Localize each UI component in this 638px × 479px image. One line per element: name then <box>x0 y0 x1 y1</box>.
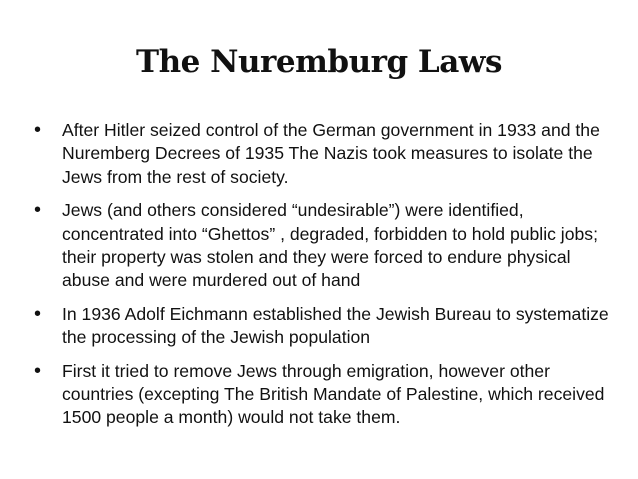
bullet-item: • Jews (and others considered “undesirable”) were identified, concentrated into “Ghettos” , degraded, forbidden to hold public jobs; their property was stolen and they were forced to endure physical abuse and were murdered out of hand <box>34 199 614 293</box>
bullet-item: • In 1936 Adolf Eichmann established the Jewish Bureau to systematize the processing of the Jewish population <box>34 303 614 350</box>
bullet-list <box>34 119 614 440</box>
bullet-item: • After Hitler seized control of the German government in 1933 and the Nuremberg Decrees of 1935 The Nazis took measures to isolate the Jews from the rest of society. <box>34 119 614 189</box>
bullet-item: • First it tried to remove Jews through emigration, however other countries (excepting The British Mandate of Palestine, which received 1500 people a month) would not take them. <box>34 360 614 430</box>
slide-title: The Nuremburg Laws <box>136 44 502 80</box>
